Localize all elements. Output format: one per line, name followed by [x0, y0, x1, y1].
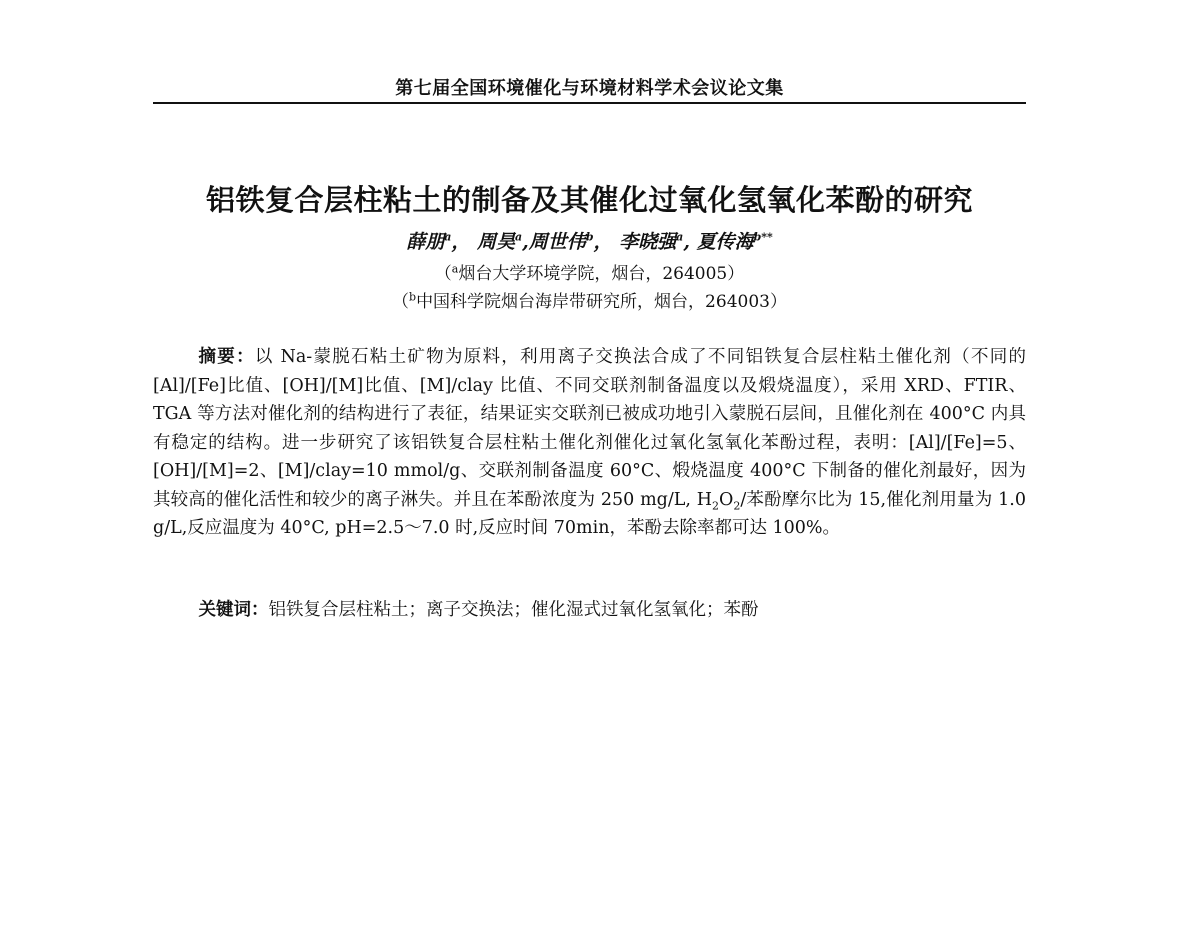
abstract-label: 摘要: [198, 347, 237, 367]
author-name: 周世伟: [528, 231, 586, 253]
paper-title: 铝铁复合层柱粘土的制备及其催化过氧化氢氧化苯酚的研究: [205, 183, 973, 217]
author-name: 夏传海: [696, 231, 754, 253]
abstract-text-part2: /苯酚摩尔比为 15,催化剂用量为 1.0 g/L,反应温度为 40°C, pH=2.5～7.0 时,反应时间 70min，苯酚去除率都可达 100%。: [153, 489, 1026, 538]
author-affil-mark: a: [444, 230, 452, 244]
author-affil-mark: a: [676, 230, 684, 244]
h2o2-formula: $H_2O_2$: [696, 489, 741, 512]
author-name: 薛朋: [406, 231, 445, 253]
affiliation-b: （$^b$中国科学院烟台海岸带研究所，烟台，264003）: [392, 290, 787, 312]
author-list: [153, 227, 1026, 254]
affiliation-text: 中国科学院烟台海岸带研究所，烟台，264003: [416, 292, 770, 312]
keywords-label-colon: ：: [251, 600, 269, 620]
author-affil-mark: b: [585, 230, 594, 244]
author-separator: ，: [593, 231, 613, 253]
affiliation-a: （$^a$烟台大学环境学院，烟台，264005）: [434, 262, 745, 284]
abstract-label-colon: ：: [236, 347, 255, 367]
abstract-block: [153, 343, 1026, 543]
author-separator: ,: [522, 231, 529, 253]
abstract-text-part1: 以 Na-蒙脱石粘土矿物为原料，利用离子交换法合成了不同铝铁复合层柱粘土催化剂（不同的[Al]/[Fe]比值、[OH]/[M]比值、[M]/clay 比值、不同交联剂制备温度以及煅烧温度），采用 XRD、FTIR、TGA 等方法对催化剂的结构进行了表征，结果证实交联剂已被成功地引入蒙脱石层间，且催化剂在 400°C 内具有稳定的结构。进一步研究了该铝铁复合层柱粘土催化剂催化过氧化氢氧化苯酚过程，表明：[Al]/[Fe]=5、[OH]/[M]=2、[M]/clay=10 mmol/g、交联剂制备温度 60°C、煅烧温度 400°C 下制备的催化剂最好，因为其较高的催化活性和较少的离子淋失。并且在苯酚浓度为 250 mg/L,: [153, 347, 1027, 510]
author-affil-mark: a: [515, 230, 523, 244]
affiliation-mark: b: [409, 290, 417, 304]
keywords-line: [153, 596, 1026, 621]
affiliation-text: 烟台大学环境学院，烟台，264005: [458, 264, 728, 284]
author-separator: ,: [683, 231, 690, 253]
author-affil-mark: b**: [753, 230, 773, 244]
header-rule: [153, 102, 1026, 104]
author-name: 李晓强: [619, 231, 677, 253]
author-name: 周昊: [477, 231, 516, 253]
keywords-label: 关键词: [198, 600, 251, 620]
proceedings-title: 第七届全国环境催化与环境材料学术会议论文集: [395, 78, 784, 99]
keywords-text: 铝铁复合层柱粘土；离子交换法；催化湿式过氧化氢氧化；苯酚: [268, 600, 759, 620]
affiliation-mark: a: [451, 262, 459, 276]
abstract-paragraph: [153, 343, 1026, 543]
author-separator: ，: [451, 231, 471, 253]
